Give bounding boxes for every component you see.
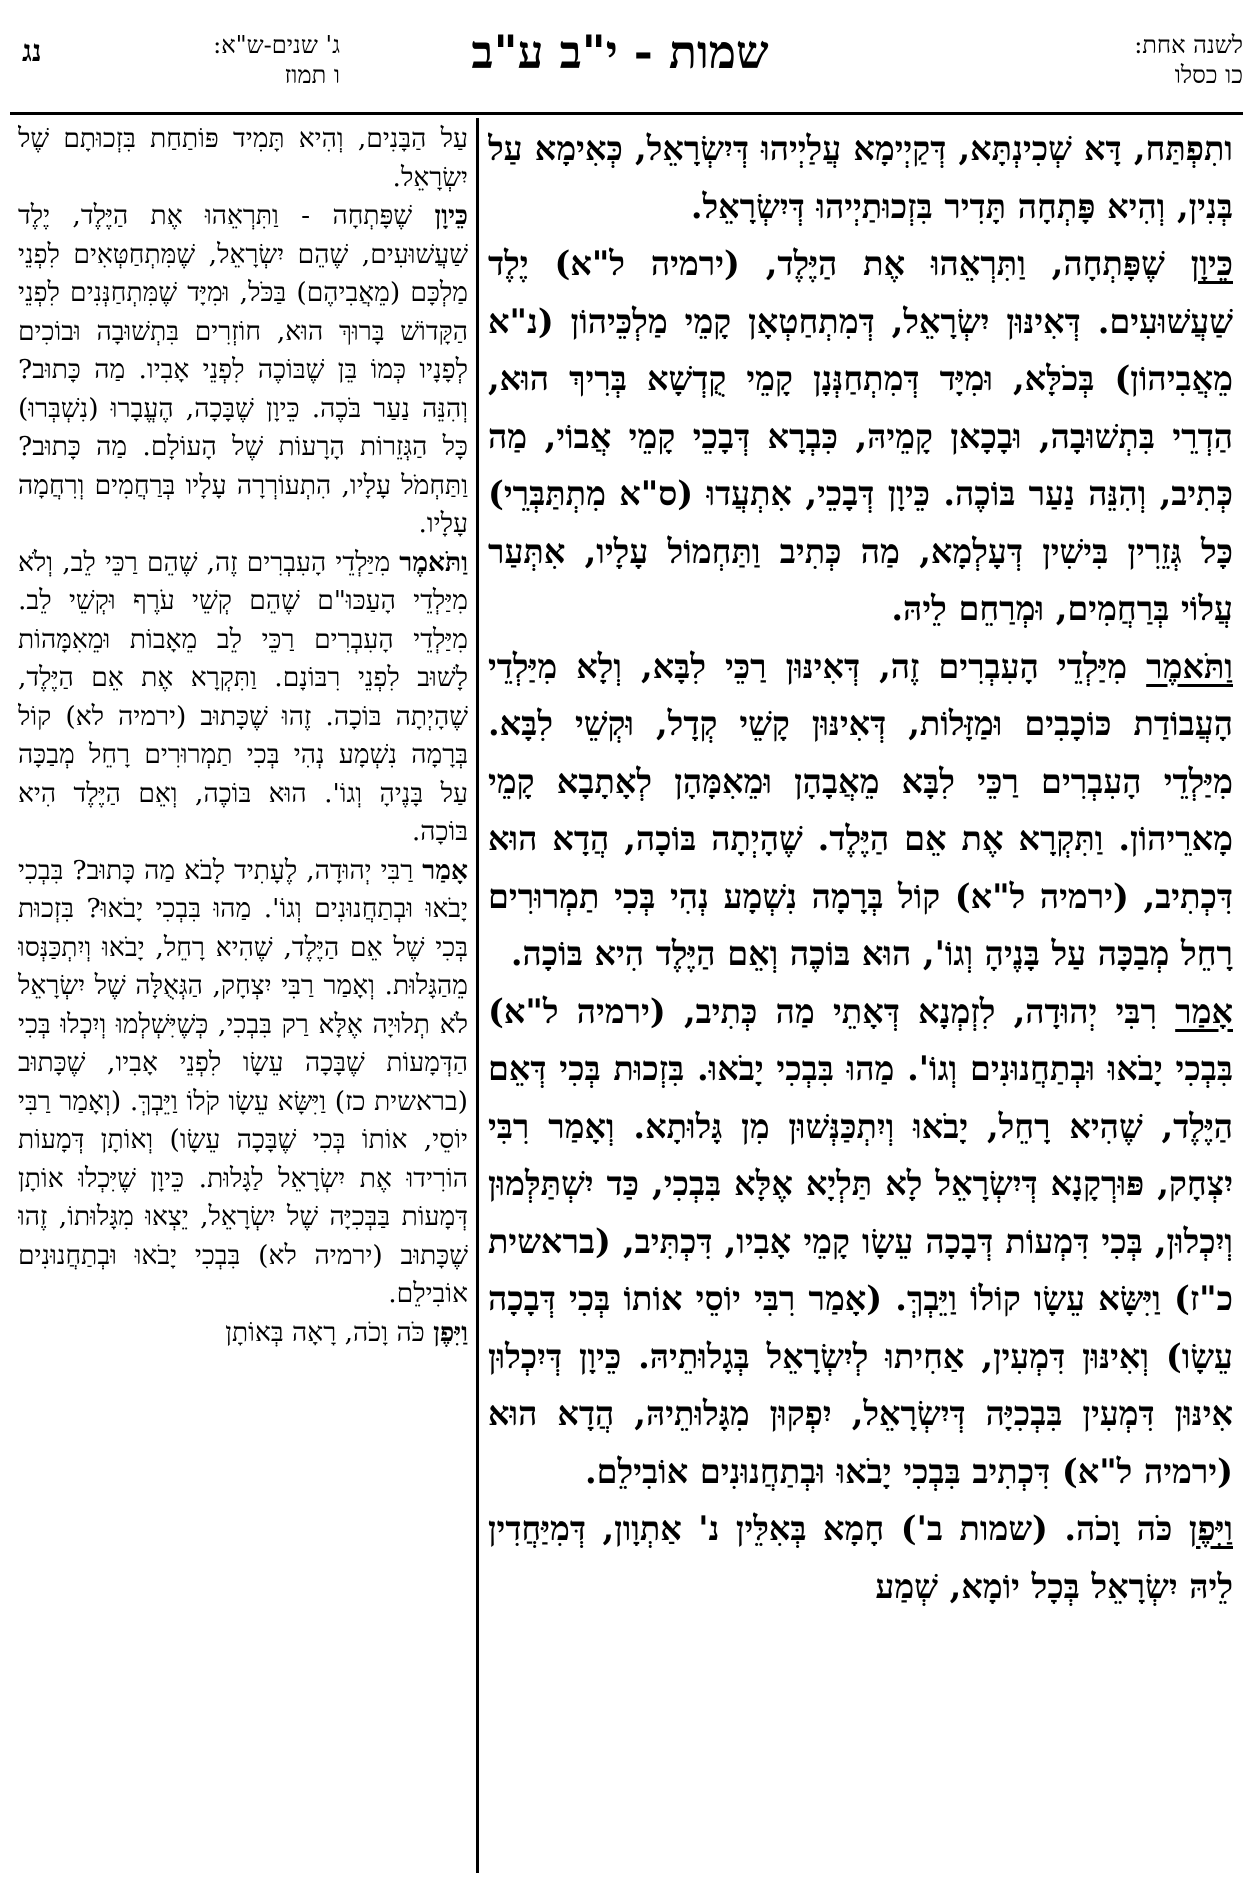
paragraph-lead-word: כֵּיוָן <box>434 200 468 231</box>
header-divider <box>10 112 1243 115</box>
schedule-label: לשנה אחת: <box>1134 31 1243 59</box>
side-text-column-hebrew <box>18 120 468 1875</box>
paragraph-text: כֹּה וָכֹה. (שמות ב') חָמָא בְּאִלֵּין נ' אַתְוָון, דְּמִיַּחֲדִין לֵיהּ יִשְׂרָאֵל בְּכָל יוֹמָא, שְׁמַע <box>488 1509 1233 1606</box>
paragraph <box>488 120 1233 235</box>
paragraph <box>488 1500 1233 1615</box>
paragraph-text: עַל הַבָּנִים, וְהִיא תָּמִיד פּוֹתַחַת בִּזְכוּתָם שֶׁל יִשְׂרָאֵל. <box>18 123 468 193</box>
main-text-column-aramaic <box>488 120 1233 1875</box>
paragraph <box>18 197 468 544</box>
schedule-date: כו כסלו <box>1174 61 1243 89</box>
paragraph <box>18 544 468 852</box>
paragraph-text: ותִפְתַּח, דָּא שְׁכִינְתָּא, דְּקַיְימָא עֲלַיְיהוּ דְּיִשְׂרָאֵל, כְּאִימָא עַל בְּנִין, וְהִיא פָּתְחָה תָּדִיר בִּזְכוּתַיְיהוּ דְּיִשְׂרָאֵל. <box>488 129 1233 226</box>
paragraph-text: רִבִּי יְהוּדָה, לִזְמְנָא דְּאָתֵי מַה כְּתִיב, (ירמיה ל"א) בִּבְכִי יָבֹאוּ וּבְתַחֲנוּנִים וְגוֹ'. מַהוּ בִּבְכִי יָבֹאוּ. בִּזְכוּת בְּכִי דְּאֵם הַיֶּלֶד, שֶׁהִיא רָחֵל, יָבֹאוּ וְיִתְכַּנְּשׁוּן מִן גָּלוּתָא. וְאָמַר רִבִּי יִצְחָק, פּוּרְקָנָא דְּיִשְׂרָאֵל לָא תַּלְיָא אֶלָּא בִּבְכִי, כַּד יִשְׁתַּלְּמוּן וְיִכְלוּן, בְּכִי דִּמְעוֹת דְּבָכָה עֵשָׂו קָמֵי אָבִיו, דִּכְתִּיב, (בראשית כ"ז) וַיִּשָּׂא עֵשָׂו קוֹלוֹ וַיֵּבְךְּ. (אָמַר רִבִּי יוֹסֵי אוֹתוֹ בְּכִי דְּבָכָה עֵשָׂו) וְאִינּוּן דִּמְעִין, אַחִיתוּ לְיִשְׂרָאֵל בְּגָלוּתֵיהּ. כֵּיוָן דְּיִכְלוּן אִינּוּן דִּמְעִין בִּבְכִיָּה דְּיִשְׂרָאֵל, יִפְקוּן מִגָּלוּתֵיהּ, הֲדָא הוּא (ירמיה ל"א) דִּכְתִיב בִּבְכִי יָבֹאוּ וּבְתַחֲנוּנִים אוֹבִילֵם. <box>488 991 1233 1491</box>
page-number: נג <box>22 34 42 69</box>
paragraph-text: שֶׁפָּתְחָה, וַתִּרְאֵהוּ אֶת הַיֶּלֶד, (ירמיה ל"א) יֶלֶד שַׁעֲשׁוּעִים. דְּאִינּוּן יִשְׂרָאֵל, דְּמִתְחַטְאָן קָמֵי מַלְכֵּיהוֹן (נ"א מֵאֲבִיהוֹן) בְּכֹלָּא, וּמִיָּד דְּמִתְחַנְּנָן קָמֵי קֻדְשָׁא בְּרִיךְ הוּא, הַדְרֵי בִּתְשׁוּבָה, וּבָכָאן קָמֵיהּ, כִּבְרָא דְּבָכֵי קָמֵי אֲבוֹי, מַה כְּתִיב, וְהִנֵּה נַעַר בּוֹכֶה. כֵּיוָן דְּבָכֵי, אִתְעֲדוּ (ס"א מִתְתַּבְּרֵי) כָּל גְּזֵרִין בִּישִׁין דְּעָלְמָא, מַה כְּתִיב וַתַּחְמוֹל עָלָיו, אִתְּעַר עֲלוֹי בְּרַחֲמִים, וּמְרַחֵם לֵיהּ. <box>488 244 1233 628</box>
paragraph-text: רַבִּי יְהוּדָה, לֶעָתִיד לָבֹא מַה כָּתוּב? בִּבְכִי יָבֹאוּ וּבְתַחֲנוּנִים וְגוֹ'. מַהוּ בִּבְכִי יָבֹאוּ? בִּזְכוּת בְּכִי שֶׁל אֵם הַיֶּלֶד, שֶׁהִיא רָחֵל, יָבֹאוּ וְיִתְכַּנְּסוּ מֵהַגָּלוּת. וְאָמַר רַבִּי יִצְחָק, הַגְּאֻלָּה שֶׁל יִשְׂרָאֵל לֹא תְלוּיָה אֶלָּא רַק בִּבְכִי, כְּשֶׁיִּשְׁלְמוּ וְיִכְלוּ בְּכִי הַדְּמָעוֹת שֶׁבָּכָה עֵשָׂו לִפְנֵי אָבִיו, שֶׁכָּתוּב (בראשית כז) וַיִּשָּׂא עֵשָׂו קֹלוֹ וַיֵּבְךְּ. (וְאָמַר רַבִּי יוֹסֵי, אוֹתוֹ בְּכִי שֶׁבָּכָה עֵשָׂו) וְאוֹתָן דְּמָעוֹת הוֹרִידוּ אֶת יִשְׂרָאֵל לַגָּלוּת. כֵּיוָן שֶׁיִּכְלוּ אוֹתָן דְּמָעוֹת בַּבְּכִיָּה שֶׁל יִשְׂרָאֵל, יֵצְאוּ מִגָּלוּתוֹ, זֶהוּ שֶׁכָּתוּב (ירמיה לא) בִּבְכִי יָבֹאוּ וּבְתַחֲנוּנִים אוֹבִילֵם. <box>18 854 468 1309</box>
daily-schedule-three-years <box>90 30 340 90</box>
paragraph <box>18 852 468 1314</box>
paragraph-lead-word: כֵּיוָן <box>1190 244 1233 283</box>
paragraph <box>488 638 1233 983</box>
column-divider <box>476 118 479 1873</box>
paragraph <box>488 235 1233 638</box>
paragraph-lead-word: אָמַר <box>422 854 468 886</box>
paragraph-lead-word: אָמַר <box>1175 991 1233 1031</box>
paragraph-lead-word: וַיִּפֶן <box>1188 1509 1233 1548</box>
daily-schedule-one-year <box>1053 30 1243 90</box>
paragraph-lead-word: וַתֹּאמֶר <box>399 546 468 578</box>
paragraph-lead-word: וַתֹּאמֶר <box>1146 646 1233 686</box>
paragraph <box>18 120 468 197</box>
schedule-label: ג' שנים-ש"א: <box>213 31 340 59</box>
paragraph-text: מִיַּלְדֵי הָעִבְרִים זֶה, דְּאִינּוּן רַכֵּי לִבָּא, וְלָא מִיַּלְדֵי הָעֲבוֹדַת כּוֹכָבִים וּמַזָּלוֹת, דְּאִינּוּן קָשֵׁי קְדָל, וּקְשֵׁי לִבָּא. מִיַּלְדֵי הָעִבְרִים רַכֵּי לִבָּא מֵאֲבָהָן וּמֵאִמָּהָן לְאָתָבָא קָמֵי מָארֵיהוֹן. וַתִּקְרָא אֶת אֵם הַיֶּלֶד. שֶׁהָיְתָה בּוֹכָה, הֲדָא הוּא דִּכְתִיב, (ירמיה ל"א) קוֹל בְּרָמָה נִשְׁמָע נְהִי בְּכִי תַמְרוּרִים רָחֵל מְבַכָּה עַל בָּנֶיהָ וְגוֹ', הוּא בּוֹכֶה וְאֵם הַיֶּלֶד הִיא בּוֹכָה. <box>488 646 1233 973</box>
page-title: שמות - י"ב ע"ב <box>471 25 769 79</box>
paragraph-text: שֶׁפָּתְחָה - וַתִּרְאֵהוּ אֶת הַיֶּלֶד, יֶלֶד שַׁעֲשׁוּעִים, שֶׁהֵם יִשְׂרָאֵל, שֶׁמִּתְחַטְּאִים לִפְנֵי מַלְכָּם (מֵאֲבִיהֶם) בַּכֹּל, וּמִיָּד שֶׁמִּתְחַנְּנִים לִפְנֵי הַקָּדוֹשׁ בָּרוּךְ הוּא, חוֹזְרִים בִּתְשׁוּבָה וּבוֹכִים לְפָנָיו כְּמוֹ בֵּן שֶׁבּוֹכֶה לִפְנֵי אָבִיו. מַה כָּתוּב? וְהִנֵּה נַעַר בֹּכֶה. כֵּיוָן שֶׁבָּכָה, הֶעֱבָרוּ (נִשְׁבְּרוּ) כָּל הַגְּזֵרוֹת הָרָעוֹת שֶׁל הָעוֹלָם. מַה כָּתוּב? וַתַּחְמֹל עָלָיו, הִתְעוֹרְרָה עָלָיו בְּרַחֲמִים וְרִחֲמָה עָלָיו. <box>18 200 468 539</box>
schedule-date: ו תמוז <box>284 61 340 89</box>
paragraph-text: מִיַּלְדֵי הָעִבְרִים זֶה, שֶׁהֵם רַכֵּי לֵב, וְלֹא מִיַּלְדֵי הָעַכּוּ"ם שֶׁהֵם קְשֵׁי עֹרֶף וּקְשֵׁי לֵב. מִיַּלְדֵי הָעִבְרִים רַכֵּי לֵב מֵאָבוֹת וּמֵאִמָּהוֹת לָשׁוּב לִפְנֵי רִבּוֹנָם. וַתִּקְרָא אֶת אֵם הַיֶּלֶד, שֶׁהָיְתָה בּוֹכָה. זֶהוּ שֶׁכָּתוּב (ירמיה לא) קוֹל בְּרָמָה נִשְׁמָע נְהִי בְּכִי תַמְרוּרִים רָחֵל מְבַכָּה עַל בָּנֶיהָ וְגוֹ'. הוּא בּוֹכֶה, וְאֵם הַיֶּלֶד הִיא בּוֹכָה. <box>18 546 468 847</box>
paragraph-lead-word: וַיִּפֶן <box>433 1316 468 1348</box>
paragraph <box>488 983 1233 1501</box>
paragraph-text: כֹּה וָכֹה, רָאָה בְּאוֹתָן <box>225 1316 425 1348</box>
paragraph <box>18 1314 468 1353</box>
